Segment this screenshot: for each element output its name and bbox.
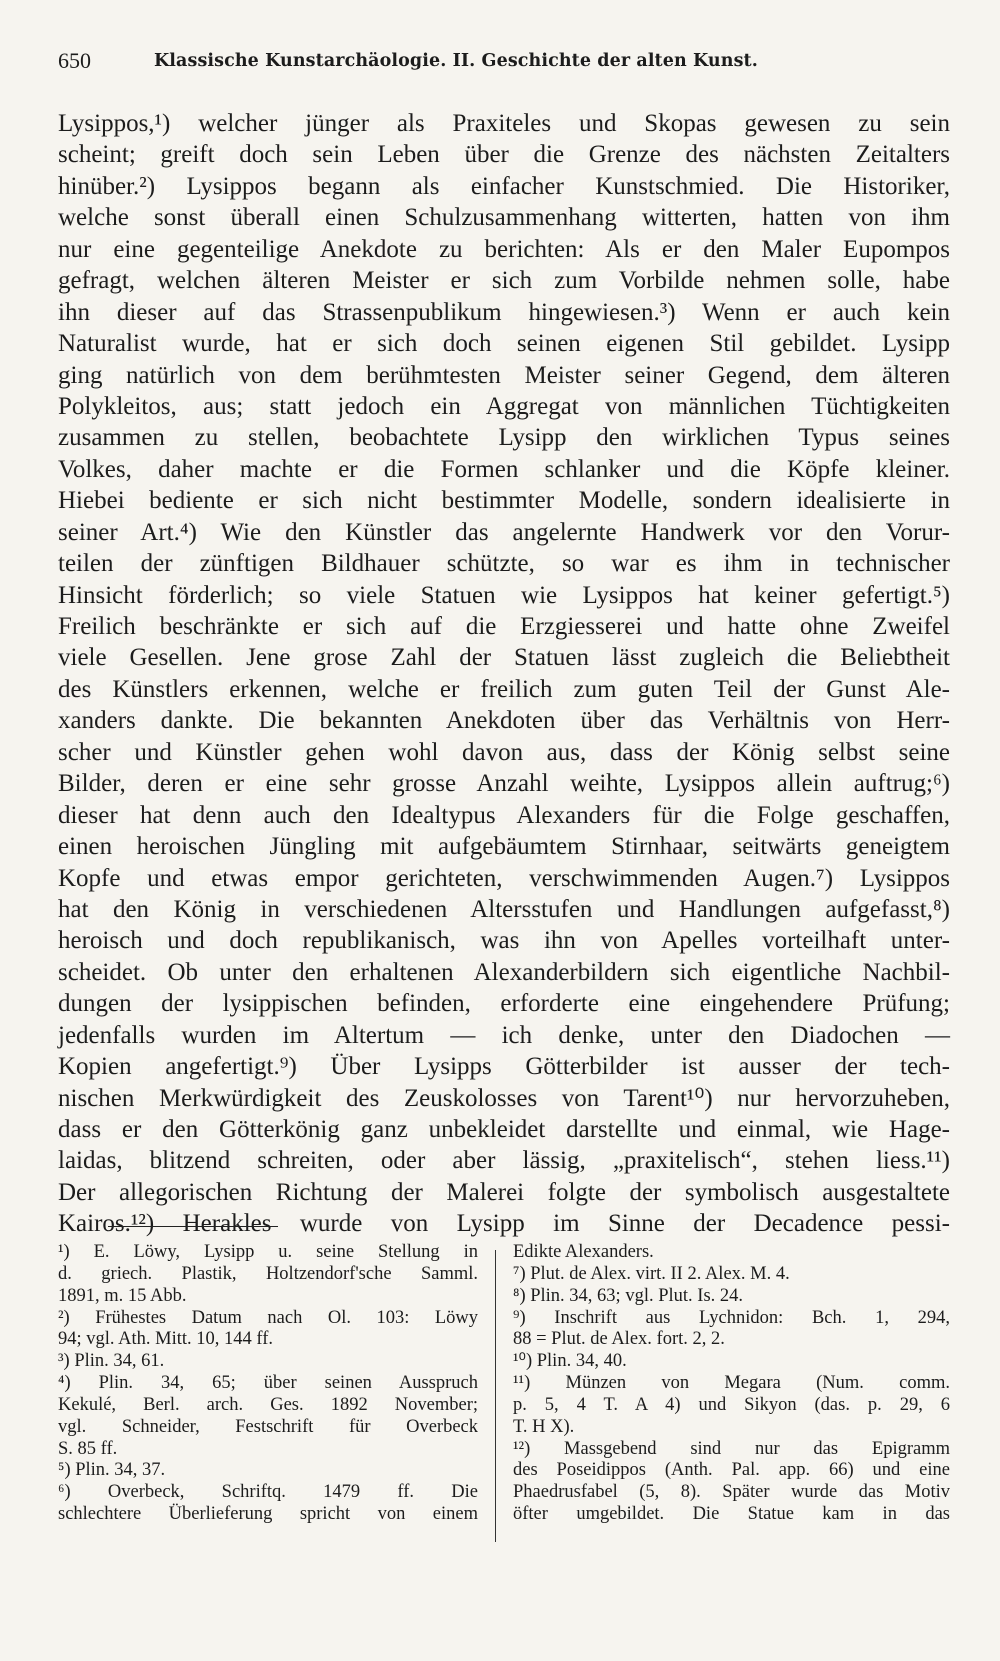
footnote-line: ⁴) Plin. 34, 65; über seinen Ausspruch — [58, 1373, 478, 1394]
body-line: teilen der zünftigen Bildhauer schützte, so war es ihm in technischer — [58, 550, 950, 578]
body-line: zusammen zu stellen, beobachtete Lysipp den wirklichen Typus seines — [58, 424, 950, 452]
footnote-rule — [108, 1226, 278, 1227]
body-line: einen heroischen Jüngling mit aufgebäumtem Stirnhaar, seitwärts geneigtem — [58, 833, 950, 861]
footnote-line: p. 5, 4 T. A 4) und Sikyon (das. p. 29, 6 — [513, 1394, 950, 1415]
body-line: scheidet. Ob unter den erhaltenen Alexanderbildern sich eigentliche Nachbil- — [58, 958, 950, 986]
body-line: Kopien angefertigt.⁹) Über Lysipps Götterbilder ist ausser der tech- — [58, 1053, 950, 1081]
body-line: Bilder, deren er eine sehr grosse Anzahl weihte, Lysippos allein auftrug;⁶) — [58, 770, 950, 798]
body-line: des Künstlers erkennen, welche er freilich zum guten Teil der Gunst Ale- — [58, 675, 950, 703]
body-line: Volkes, daher machte er die Formen schlanker und die Köpfe kleiner. — [58, 455, 950, 483]
body-line: hinüber.²) Lysippos begann als einfacher Kunstschmied. Die Historiker, — [58, 172, 950, 200]
footnote-line: ¹¹) Münzen von Megara (Num. comm. — [513, 1373, 950, 1394]
body-line: Lysippos,¹) welcher jünger als Praxiteles und Skopas gewesen zu sein — [58, 110, 950, 137]
body-line: scheint; greift doch sein Leben über die Grenze des nächsten Zeitalters — [58, 141, 950, 169]
body-line: Kopfe und etwas empor gerichteten, verschwimmenden Augen.⁷) Lysippos — [58, 864, 950, 892]
footnote-line: Phaedrusfabel (5, 8). Später wurde das Motiv — [513, 1482, 950, 1503]
footnotes-right-column — [513, 1242, 950, 1526]
footnote-line: ⁵) Plin. 34, 37. — [58, 1460, 166, 1481]
body-line: welche sonst überall einen Schulzusammenhang witterten, hatten von ihm — [58, 204, 950, 232]
running-title: Klassische Kunstarchäologie. II. Geschichte der alten Kunst. — [154, 51, 758, 71]
body-line: seiner Art.⁴) Wie den Künstler das angelernte Handwerk vor den Vorur- — [58, 518, 950, 546]
body-text — [58, 108, 950, 1240]
body-line: Polykleitos, aus; statt jedoch ein Aggregat von männlichen Tüchtigkeiten — [58, 392, 950, 420]
body-line: Hinsicht förderlich; so viele Statuen wie Lysippos hat keiner gefertigt.⁵) — [58, 581, 950, 609]
footnote-line: ⁷) Plut. de Alex. virt. II 2. Alex. M. 4. — [513, 1263, 790, 1284]
footnote-line: schlechtere Überlieferung spricht von einem — [58, 1504, 478, 1525]
body-line: dungen der lysippischen befinden, erforderte eine eingehendere Prüfung; — [58, 990, 950, 1018]
body-line: nischen Merkwürdigkeit des Zeuskolosses von Tarent¹⁰) nur hervorzuheben, — [58, 1084, 950, 1112]
footnote-line: 88 = Plut. de Alex. fort. 2, 2. — [513, 1329, 725, 1350]
footnote-line: S. 85 ff. — [58, 1438, 118, 1459]
footnote-line: öfter umgebildet. Die Statue kam in das — [513, 1504, 950, 1525]
footnote-line: 94; vgl. Ath. Mitt. 10, 144 ff. — [58, 1329, 273, 1350]
body-line: gefragt, welchen älteren Meister er sich zum Vorbilde nehmen solle, habe — [58, 267, 950, 295]
page-number: 650 — [58, 48, 91, 73]
footnote-line: Kekulé, Berl. arch. Ges. 1892 November; — [58, 1394, 478, 1415]
body-line: viele Gesellen. Jene grose Zahl der Statuen lässt zugleich die Beliebtheit — [58, 644, 950, 672]
body-line: jedenfalls wurden im Altertum — ich denke, unter den Diadochen — — [58, 1021, 950, 1049]
footnote-line: ³) Plin. 34, 61. — [58, 1351, 165, 1372]
body-line: Der allegorischen Richtung der Malerei folgte der symbolisch ausgestaltete — [58, 1178, 950, 1206]
footnote-line: ¹) E. Löwy, Lysipp u. seine Stellung in — [58, 1242, 478, 1262]
body-line: heroisch und doch republikanisch, was ihn von Apelles vorteilhaft unter- — [58, 927, 950, 955]
body-line: scher und Künstler gehen wohl davon aus, dass der König selbst seine — [58, 738, 950, 766]
body-line: Kairos.¹²) Herakles wurde von Lysipp im Sinne der Decadence pessi- — [58, 1210, 950, 1238]
footnote-line: des Poseidippos (Anth. Pal. app. 66) und eine — [513, 1460, 950, 1481]
body-line: Naturalist wurde, hat er sich doch seinen eigenen Stil gebildet. Lysipp — [58, 330, 950, 358]
body-line: ihn dieser auf das Strassenpublikum hingewiesen.³) Wenn er auch kein — [58, 298, 950, 326]
body-line: Freilich beschränkte er sich auf die Erzgiesserei und hatte ohne Zweifel — [58, 613, 950, 640]
footnote-line: ⁶) Overbeck, Schriftq. 1479 ff. Die — [58, 1482, 478, 1503]
footnote-line: vgl. Schneider, Festschrift für Overbeck — [58, 1416, 478, 1437]
footnote-line: d. griech. Plastik, Holtzendorf'sche Samml. — [58, 1263, 478, 1284]
body-line: dass er den Götterkönig ganz unbekleidet darstellte und einmal, wie Hage- — [58, 1116, 950, 1143]
body-line: ging natürlich von dem berühmtesten Meister seiner Gegend, dem älteren — [58, 361, 950, 389]
footnote-line: ²) Frühestes Datum nach Ol. 103: Löwy — [58, 1307, 478, 1328]
footnote-line: 1891, m. 15 Abb. — [58, 1285, 187, 1306]
body-line: laidas, blitzend schreiten, oder aber lässig, „praxitelisch“, stehen liess.¹¹) — [58, 1147, 950, 1175]
footnote-line: ⁹) Inschrift aus Lychnidon: Bch. 1, 294, — [513, 1307, 950, 1328]
body-line: dieser hat denn auch den Idealtypus Alexanders für die Folge geschaffen, — [58, 801, 950, 829]
footnote-line: Edikte Alexanders. — [513, 1242, 654, 1262]
footnote-line: ⁸) Plin. 34, 63; vgl. Plut. Is. 24. — [513, 1285, 744, 1306]
footnote-line: T. H X). — [513, 1416, 575, 1437]
body-line: nur eine gegenteilige Anekdote zu berichten: Als er den Maler Eupompos — [58, 235, 950, 263]
body-line: xanders dankte. Die bekannten Anekdoten über das Verhältnis von Herr- — [58, 707, 950, 735]
footnotes-left-column — [58, 1242, 478, 1526]
footnote-line: ¹²) Massgebend sind nur das Epigramm — [513, 1438, 950, 1459]
column-divider — [495, 1250, 496, 1542]
footnote-line: ¹⁰) Plin. 34, 40. — [513, 1351, 627, 1372]
body-line: hat den König in verschiedenen Altersstufen und Handlungen aufgefasst,⁸) — [58, 895, 950, 923]
body-line: Hiebei bediente er sich nicht bestimmter Modelle, sondern idealisierte in — [58, 487, 950, 515]
